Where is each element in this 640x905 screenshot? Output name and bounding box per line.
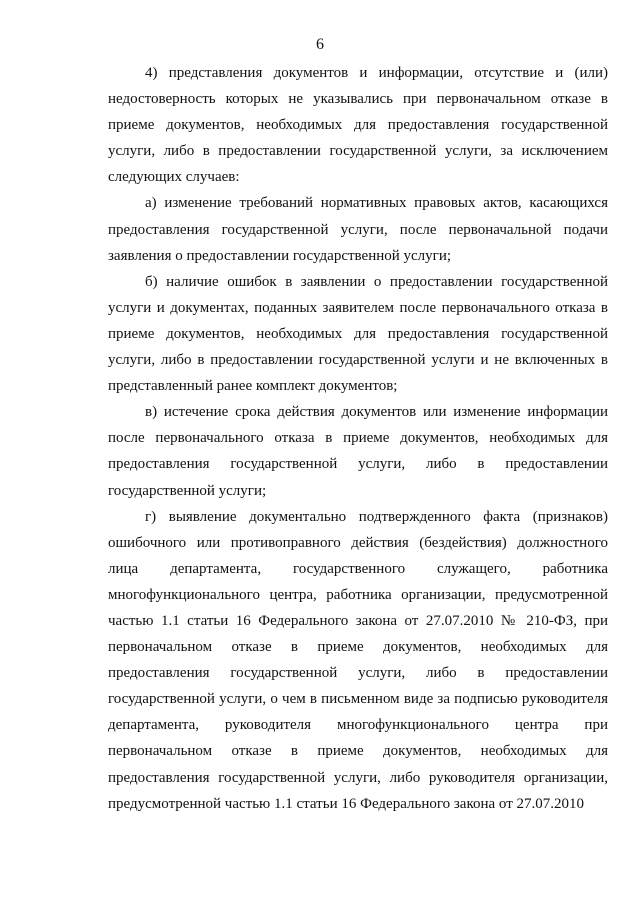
document-body: [108, 60, 608, 817]
paragraph-subitem-v: в) истечение срока действия документов или изменение информации после первоначального отказа в приеме документов, необходимых для предоставления государственной услуги, либо в предоставлении государственной услуги;: [108, 404, 608, 499]
paragraph-item-4: 4) представления документов и информации, отсутствие и (или) недостоверность которых не указывались при первоначальном отказе в приеме документов, необходимых для предоставления государственной услуги, либо в предоставлении государственной услуги, за исключением следующих случаев:: [108, 65, 608, 186]
paragraph-subitem-a: а) изменение требований нормативных правовых актов, касающихся предоставления государственной услуги, после первоначальной подачи заявления о предоставлении государственной услуги;: [108, 195, 608, 264]
paragraph-subitem-b: б) наличие ошибок в заявлении о предоставлении государственной услуги и документах, поданных заявителем после первоначального отказа в приеме документов, необходимых для предоставления государственной услуги, либо в предоставлении государственной услуги и не включенных в представленный ранее комплект документов;: [108, 273, 608, 395]
paragraph-subitem-g: г) выявление документально подтвержденного факта (признаков) ошибочного или противоправного действия (бездействия) должностного лица департамента, государственного служащего, работника многофункционального центра, работника организации, предусмотренной частью 1.1 статьи 16 Федерального закона от 27.07.2010 № 210-ФЗ, при первоначальном отказе в приеме документов, необходимых для предоставления государственной услуги, либо в предоставлении государственной услуги, о чем в письменном виде за подписью руководителя департамента, руководителя многофункционального центра при первоначальном отказе в приеме документов, необходимых для предоставления государственной услуги, либо руководителя организации, предусмотренной частью 1.1 статьи 16 Федерального закона от 27.07.2010: [108, 508, 608, 812]
page-number: 6: [316, 36, 324, 53]
